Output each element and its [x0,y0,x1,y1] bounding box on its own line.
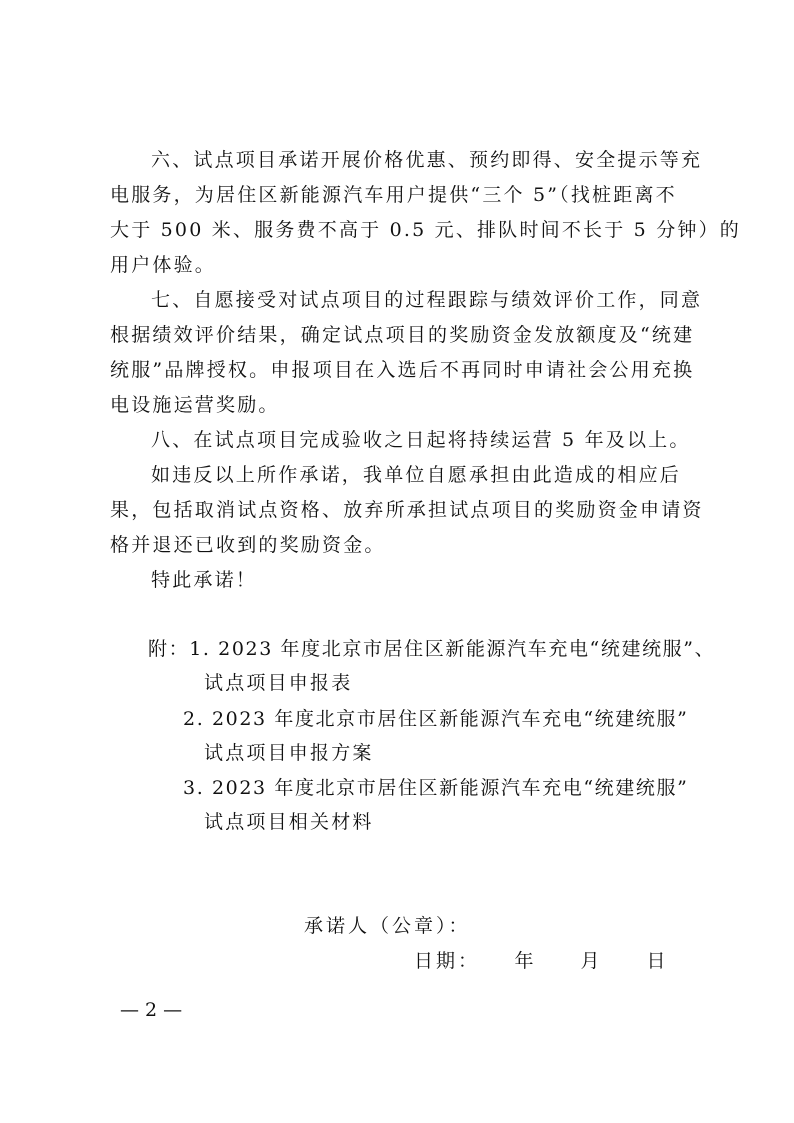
text-line: 电服务，为居住区新能源汽车用户提供“三个 5”（找桩距离不 [110,184,677,206]
attachment-item: 试点项目申报表 [204,672,353,694]
closing-line: 特此承诺！ [151,569,258,591]
text-line: 七、自愿接受对试点项目的过程跟踪与绩效评价工作，同意 [151,289,703,311]
text-line: 八、在试点项目完成验收之日起将持续运营 5 年及以上。 [151,429,691,451]
text-line: 如违反以上所作承诺，我单位自愿承担由此造成的相应后 [151,464,682,486]
attachment-item: 试点项目相关材料 [204,811,374,833]
text-line: 电设施运营奖励。 [110,394,280,416]
promisor-seal-label: 承诺人（公章）： [304,915,471,937]
attachment-item: 试点项目申报方案 [204,742,374,764]
page-number: — 2 — [120,999,183,1021]
text-line: 六、试点项目承诺开展价格优惠、预约即得、安全提示等充 [151,149,703,171]
text-line: 格并退还已收到的奖励资金。 [110,534,386,556]
text-line: 果，包括取消试点资格、放弃所承担试点项目的奖励资金申请资 [110,499,704,521]
date-label: 日期： 年 月 日 [414,950,669,972]
attachment-item: 3. 2023 年度北京市居住区新能源汽车充电“统建统服” [183,777,689,799]
text-line: 根据绩效评价结果，确定试点项目的奖励资金发放额度及“统建 [110,324,695,346]
attachment-item: 附：1. 2023 年度北京市居住区新能源汽车充电“统建统服”、 [148,638,716,660]
text-line: 统服”品牌授权。申报项目在入选后不再同时申请社会公用充换 [110,359,695,381]
text-line: 大于 500 米、服务费不高于 0.5 元、排队时间不长于 5 分钟）的 [110,219,742,241]
text-line: 用户体验。 [110,254,217,276]
attachment-item: 2. 2023 年度北京市居住区新能源汽车充电“统建统服” [183,708,689,730]
